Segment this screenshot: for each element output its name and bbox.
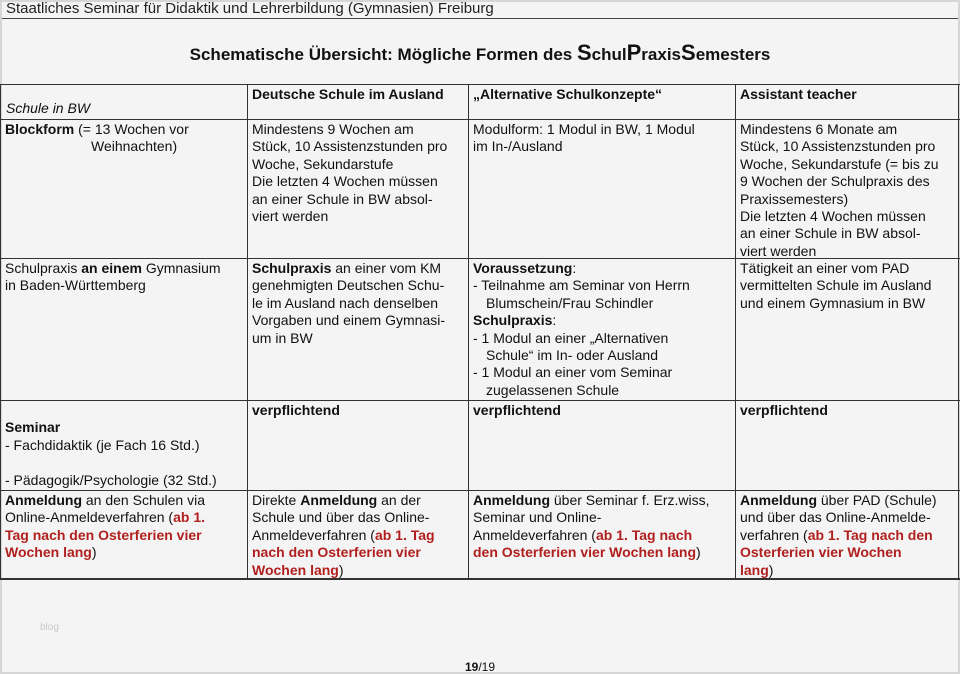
cell-text: Vorgaben und einem Gymnasi- bbox=[252, 312, 445, 329]
cell-text: Schulpraxis bbox=[5, 260, 82, 276]
cell-text: ) bbox=[768, 561, 774, 578]
cell-line bbox=[252, 121, 447, 138]
cell-text: lang bbox=[740, 561, 769, 578]
column-header-alternative: „Alternative Schulkonzepte“ bbox=[473, 86, 663, 102]
cell-text: : bbox=[572, 260, 577, 276]
document-header: Staatliches Seminar für Didaktik und Lehrerbildung (Gymnasien) Freiburg bbox=[6, 0, 494, 17]
cell-line bbox=[252, 295, 445, 312]
cell-text: Schulpraxis bbox=[473, 312, 553, 329]
cell-line bbox=[740, 225, 939, 242]
table-cell-assistant bbox=[740, 121, 939, 260]
cell-line bbox=[252, 402, 340, 419]
cell-text: an einem bbox=[81, 260, 142, 276]
title-segment: chul bbox=[591, 45, 627, 64]
cell-line bbox=[473, 382, 690, 399]
cell-line bbox=[5, 277, 221, 294]
cell-line bbox=[252, 277, 445, 294]
cell-text: an einer Schule in BW absol- bbox=[252, 190, 433, 207]
table-row-border bbox=[0, 490, 960, 491]
table-column-border bbox=[735, 84, 736, 578]
table-row-border bbox=[0, 119, 960, 120]
cell-line bbox=[740, 402, 828, 419]
cell-text: in Baden-Württemberg bbox=[5, 277, 146, 294]
cell-text: Blockform bbox=[5, 121, 75, 137]
cell-line bbox=[740, 509, 937, 526]
cell-text: Anmeldung bbox=[473, 492, 550, 508]
cell-text: im In-/Ausland bbox=[473, 138, 563, 155]
cell-line bbox=[473, 402, 561, 419]
table-row-border bbox=[0, 400, 960, 401]
cell-line bbox=[252, 260, 445, 277]
cell-line bbox=[252, 138, 447, 155]
cell-text: über Seminar f. Erz.wiss, bbox=[550, 492, 710, 508]
cell-text: - Fachdidaktik (je Fach 16 Std.) bbox=[5, 436, 200, 453]
cell-line bbox=[473, 527, 710, 544]
cell-line bbox=[5, 402, 217, 419]
table-cell-schule-in-bw bbox=[5, 402, 217, 489]
page-number bbox=[0, 660, 960, 674]
cell-line bbox=[252, 156, 447, 173]
cell-text: : bbox=[552, 312, 557, 329]
table-column-border bbox=[247, 84, 248, 578]
cell-text: Anmeldung bbox=[740, 492, 817, 508]
cell-line bbox=[5, 527, 205, 544]
cell-line bbox=[252, 191, 447, 208]
cell-text: genehmigten Deutschen Schu- bbox=[252, 277, 445, 294]
title-segment: S bbox=[681, 40, 696, 65]
cell-text: - Teilnahme am Seminar von Herrn bbox=[473, 277, 690, 294]
cell-text: ab 1. Tag nach den bbox=[807, 526, 933, 543]
header-divider bbox=[2, 18, 958, 19]
cell-line bbox=[5, 509, 205, 526]
cell-line bbox=[740, 295, 931, 312]
cell-text: ) bbox=[696, 544, 701, 561]
table-cell-alternative bbox=[473, 121, 695, 156]
cell-text: Woche, Sekundarstufe (= bis zu bbox=[740, 155, 939, 172]
cell-text: und über das Online-Anmelde- bbox=[740, 509, 931, 526]
table-column-border bbox=[958, 84, 959, 578]
cell-line bbox=[740, 191, 939, 208]
cell-text: Osterferien vier Wochen bbox=[740, 544, 902, 561]
cell-text: verpflichtend bbox=[252, 402, 340, 418]
table-column-border bbox=[468, 84, 469, 578]
cell-text: Weihnachten) bbox=[91, 138, 178, 155]
cell-line bbox=[252, 562, 435, 579]
cell-line bbox=[252, 527, 435, 544]
cell-text: nach den Osterferien vier bbox=[252, 544, 421, 561]
cell-text: Stück, 10 Assistenzstunden pro bbox=[252, 138, 448, 155]
cell-line bbox=[473, 121, 695, 138]
cell-text: Wochen lang bbox=[5, 544, 92, 561]
title-segment: P bbox=[626, 40, 642, 65]
cell-line bbox=[740, 277, 931, 294]
table-cell-schule-in-bw bbox=[5, 121, 189, 156]
cell-line bbox=[740, 173, 939, 190]
cell-line bbox=[740, 260, 931, 277]
cell-line bbox=[473, 312, 690, 329]
cell-text: Die letzten 4 Wochen müssen bbox=[252, 173, 438, 190]
table-cell-deutsche-schule bbox=[252, 492, 435, 579]
cell-text: vermittelten Schule im Ausland bbox=[740, 277, 932, 294]
cell-line bbox=[5, 260, 221, 277]
table-cell-alternative bbox=[473, 402, 561, 419]
cell-line bbox=[252, 330, 445, 347]
current-page: 19 bbox=[464, 660, 479, 674]
cell-text: ) bbox=[91, 544, 97, 561]
cell-line bbox=[473, 544, 710, 561]
cell-text: Schulpraxis bbox=[252, 260, 332, 276]
cell-text: viert werden bbox=[252, 208, 329, 225]
cell-text: Wochen lang bbox=[252, 561, 339, 578]
cell-line bbox=[252, 509, 435, 526]
table-cell-assistant bbox=[740, 260, 931, 312]
cell-line bbox=[473, 347, 690, 364]
cell-text: Mindestens 6 Monate am bbox=[740, 121, 898, 137]
title-segment: raxis bbox=[641, 45, 681, 64]
cell-text: - 1 Modul an einer vom Seminar bbox=[473, 364, 673, 381]
cell-text: zugelassenen Schule bbox=[486, 381, 620, 398]
overview-table bbox=[0, 84, 960, 578]
column-header-assistant: Assistant teacher bbox=[740, 86, 857, 102]
cell-text: Anmeldung bbox=[5, 492, 82, 508]
cell-text: an der bbox=[377, 492, 421, 508]
table-cell-alternative bbox=[473, 260, 690, 399]
table-cell-deutsche-schule bbox=[252, 121, 447, 225]
cell-line bbox=[740, 527, 937, 544]
watermark: blog bbox=[40, 622, 59, 633]
cell-line bbox=[252, 173, 447, 190]
table-top-border bbox=[0, 84, 960, 85]
cell-line bbox=[5, 492, 205, 509]
table-cell-assistant bbox=[740, 402, 828, 419]
cell-text: Modulform: 1 Modul in BW, 1 Modul bbox=[473, 121, 695, 137]
cell-text: über PAD (Schule) bbox=[817, 492, 937, 508]
cell-line bbox=[473, 492, 710, 509]
cell-text: 9 Wochen der Schulpraxis des bbox=[740, 173, 930, 190]
table-cell-assistant bbox=[740, 492, 937, 579]
cell-text: ) bbox=[338, 561, 344, 578]
cell-text: Tag nach den Osterferien vier bbox=[5, 526, 202, 543]
cell-line bbox=[473, 295, 690, 312]
cell-text: Voraussetzung bbox=[473, 260, 573, 276]
cell-text: ab 1. Tag nach bbox=[595, 526, 693, 543]
title-segment: S bbox=[576, 40, 592, 65]
cell-line bbox=[473, 364, 690, 381]
cell-text: Anmeldeverfahren ( bbox=[252, 526, 375, 543]
cell-text: Die letzten 4 Wochen müssen bbox=[740, 208, 926, 225]
table-column-border bbox=[0, 84, 1, 578]
cell-text: an einer Schule in BW absol- bbox=[740, 225, 921, 242]
cell-line bbox=[473, 277, 690, 294]
cell-line bbox=[740, 243, 939, 260]
cell-text: Seminar und Online- bbox=[473, 509, 602, 526]
cell-text: le im Ausland nach denselben bbox=[252, 294, 439, 311]
cell-text: Schule“ im In- oder Ausland bbox=[486, 347, 658, 364]
cell-line bbox=[5, 454, 217, 471]
cell-line bbox=[252, 544, 435, 561]
cell-text: Online-Anmeldeverfahren ( bbox=[5, 509, 174, 526]
cell-text: Anmeldeverfahren ( bbox=[473, 526, 596, 543]
column-header-deutsche-schule: Deutsche Schule im Ausland bbox=[252, 86, 444, 102]
cell-text: - Pädagogik/Psychologie (32 Std.) bbox=[5, 471, 217, 488]
cell-text: Praxissemesters) bbox=[740, 190, 849, 207]
cell-text: verpflichtend bbox=[740, 402, 828, 418]
cell-text: ab 1. bbox=[173, 509, 205, 526]
cell-line bbox=[740, 562, 937, 579]
cell-text: den Osterferien vier Wochen lang bbox=[473, 544, 697, 561]
cell-text: Woche, Sekundarstufe bbox=[252, 155, 394, 172]
cell-text: Anmeldung bbox=[300, 492, 378, 508]
document-title bbox=[0, 40, 960, 66]
cell-text: verfahren ( bbox=[740, 526, 808, 543]
table-cell-deutsche-schule bbox=[252, 260, 445, 347]
cell-text: Gymnasium bbox=[141, 260, 221, 276]
cell-text: an einer vom KM bbox=[331, 260, 442, 276]
cell-line bbox=[5, 121, 189, 138]
title-segment: emesters bbox=[695, 45, 771, 64]
cell-text: Schule und über das Online- bbox=[252, 509, 430, 526]
cell-text: an den Schulen via bbox=[82, 492, 205, 508]
cell-line bbox=[252, 208, 447, 225]
title-segment: Schematische Übersicht: Mögliche Formen des bbox=[189, 45, 577, 64]
cell-line bbox=[252, 492, 435, 509]
cell-line bbox=[473, 260, 690, 277]
table-cell-alternative bbox=[473, 492, 710, 562]
cell-line bbox=[740, 544, 937, 561]
cell-text: Tätigkeit an einer vom PAD bbox=[740, 260, 910, 276]
table-cell-deutsche-schule bbox=[252, 402, 340, 419]
cell-line bbox=[740, 208, 939, 225]
cell-line bbox=[740, 121, 939, 138]
cell-text: verpflichtend bbox=[473, 402, 561, 418]
cell-line bbox=[5, 138, 189, 155]
cell-line bbox=[740, 492, 937, 509]
column-header-schule-in-bw: Schule in BW bbox=[6, 100, 91, 116]
cell-text: ab 1. Tag bbox=[374, 526, 435, 543]
cell-line bbox=[5, 419, 217, 436]
cell-text: viert werden bbox=[740, 242, 817, 259]
cell-text: Blumschein/Frau Schindler bbox=[486, 294, 654, 311]
cell-line bbox=[5, 544, 205, 561]
cell-text: Direkte bbox=[252, 492, 301, 508]
cell-text: - 1 Modul an einer „Alternativen bbox=[473, 329, 669, 346]
cell-line bbox=[473, 138, 695, 155]
cell-line bbox=[252, 312, 445, 329]
cell-text: Mindestens 9 Wochen am bbox=[252, 121, 414, 137]
table-cell-schule-in-bw bbox=[5, 492, 205, 562]
cell-text: Stück, 10 Assistenzstunden pro bbox=[740, 138, 936, 155]
cell-line bbox=[473, 509, 710, 526]
cell-line bbox=[5, 437, 217, 454]
cell-text: (= 13 Wochen vor bbox=[74, 121, 189, 137]
cell-line bbox=[473, 330, 690, 347]
cell-line bbox=[740, 156, 939, 173]
cell-text: Seminar bbox=[5, 419, 61, 436]
cell-line bbox=[5, 472, 217, 489]
table-cell-schule-in-bw bbox=[5, 260, 221, 295]
cell-text: um in BW bbox=[252, 329, 313, 346]
cell-line bbox=[740, 138, 939, 155]
cell-text: und einem Gymnasium in BW bbox=[740, 294, 926, 311]
total-pages: /19 bbox=[478, 660, 496, 674]
